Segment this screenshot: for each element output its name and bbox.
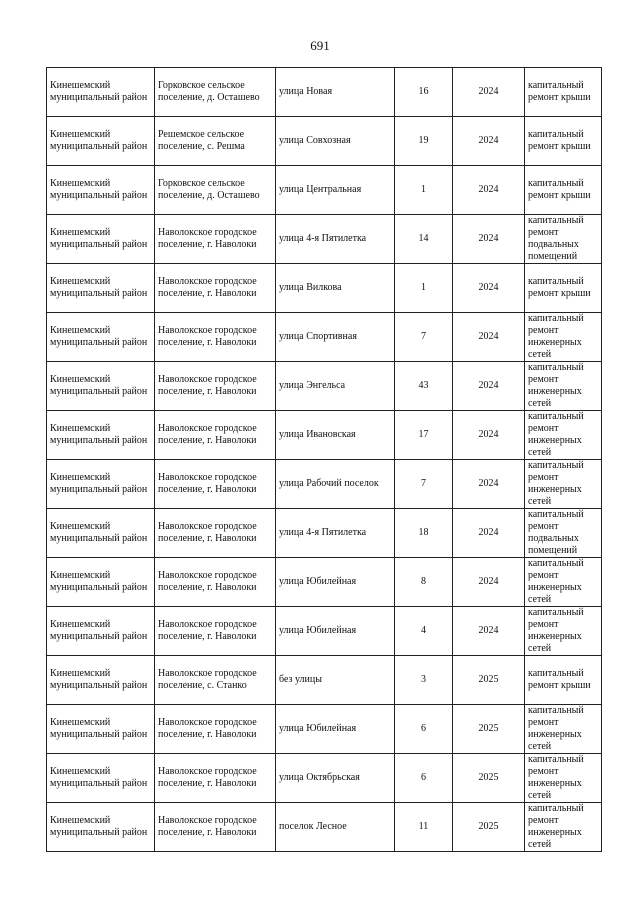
district-cell: Кинешемский муниципальный район — [47, 509, 155, 558]
work-type-cell: капитальный ремонт крыши — [525, 656, 602, 705]
page-number: 691 — [310, 38, 330, 53]
settlement-cell: Наволокское городское поселение, г. Наволоки — [155, 313, 276, 362]
work-type-cell: капитальный ремонт крыши — [525, 166, 602, 215]
settlement-cell: Горковское сельское поселение, д. Осташево — [155, 166, 276, 215]
street-cell: улица Энгельса — [276, 362, 395, 411]
house-number-cell: 19 — [395, 117, 453, 166]
year-cell: 2024 — [453, 215, 525, 264]
year-cell: 2025 — [453, 705, 525, 754]
table-row — [47, 362, 602, 411]
house-number-cell: 6 — [395, 754, 453, 803]
work-type-cell: капитальный ремонт крыши — [525, 264, 602, 313]
repair-schedule-table — [46, 67, 602, 852]
table-row — [47, 411, 602, 460]
table-row — [47, 68, 602, 117]
street-cell: улица Спортивная — [276, 313, 395, 362]
settlement-cell: Наволокское городское поселение, г. Наволоки — [155, 607, 276, 656]
street-cell: улица 4-я Пятилетка — [276, 215, 395, 264]
settlement-cell: Наволокское городское поселение, г. Наволоки — [155, 215, 276, 264]
work-type-cell: капитальный ремонт крыши — [525, 68, 602, 117]
work-type-cell: капитальный ремонт подвальных помещений — [525, 509, 602, 558]
street-cell: улица Вилкова — [276, 264, 395, 313]
street-cell: без улицы — [276, 656, 395, 705]
settlement-cell: Горковское сельское поселение, д. Осташево — [155, 68, 276, 117]
table-row — [47, 264, 602, 313]
district-cell: Кинешемский муниципальный район — [47, 754, 155, 803]
district-cell: Кинешемский муниципальный район — [47, 656, 155, 705]
district-cell: Кинешемский муниципальный район — [47, 558, 155, 607]
district-cell: Кинешемский муниципальный район — [47, 264, 155, 313]
year-cell: 2025 — [453, 803, 525, 852]
street-cell: улица 4-я Пятилетка — [276, 509, 395, 558]
work-type-cell: капитальный ремонт инженерных сетей — [525, 803, 602, 852]
work-type-cell: капитальный ремонт инженерных сетей — [525, 705, 602, 754]
year-cell: 2024 — [453, 607, 525, 656]
street-cell: улица Новая — [276, 68, 395, 117]
house-number-cell: 7 — [395, 460, 453, 509]
work-type-cell: капитальный ремонт инженерных сетей — [525, 460, 602, 509]
table-row — [47, 117, 602, 166]
street-cell: поселок Лесное — [276, 803, 395, 852]
district-cell: Кинешемский муниципальный район — [47, 313, 155, 362]
year-cell: 2024 — [453, 411, 525, 460]
table-row — [47, 460, 602, 509]
house-number-cell: 6 — [395, 705, 453, 754]
year-cell: 2024 — [453, 68, 525, 117]
table-row — [47, 607, 602, 656]
settlement-cell: Наволокское городское поселение, г. Наволоки — [155, 754, 276, 803]
year-cell: 2025 — [453, 656, 525, 705]
table-row — [47, 705, 602, 754]
settlement-cell: Наволокское городское поселение, с. Станко — [155, 656, 276, 705]
district-cell: Кинешемский муниципальный район — [47, 411, 155, 460]
table-row — [47, 803, 602, 852]
district-cell: Кинешемский муниципальный район — [47, 460, 155, 509]
table-row — [47, 656, 602, 705]
table-row — [47, 509, 602, 558]
year-cell: 2024 — [453, 558, 525, 607]
house-number-cell: 18 — [395, 509, 453, 558]
year-cell: 2025 — [453, 754, 525, 803]
work-type-cell: капитальный ремонт инженерных сетей — [525, 558, 602, 607]
year-cell: 2024 — [453, 313, 525, 362]
house-number-cell: 17 — [395, 411, 453, 460]
street-cell: улица Центральная — [276, 166, 395, 215]
settlement-cell: Наволокское городское поселение, г. Наволоки — [155, 460, 276, 509]
settlement-cell: Наволокское городское поселение, г. Наволоки — [155, 362, 276, 411]
settlement-cell: Наволокское городское поселение, г. Наволоки — [155, 558, 276, 607]
year-cell: 2024 — [453, 264, 525, 313]
district-cell: Кинешемский муниципальный район — [47, 607, 155, 656]
work-type-cell: капитальный ремонт инженерных сетей — [525, 313, 602, 362]
table-body — [47, 68, 602, 852]
table-row — [47, 215, 602, 264]
street-cell: улица Совхозная — [276, 117, 395, 166]
year-cell: 2024 — [453, 166, 525, 215]
year-cell: 2024 — [453, 509, 525, 558]
house-number-cell: 1 — [395, 264, 453, 313]
settlement-cell: Наволокское городское поселение, г. Наволоки — [155, 264, 276, 313]
year-cell: 2024 — [453, 362, 525, 411]
table-row — [47, 558, 602, 607]
table-row — [47, 313, 602, 362]
work-type-cell: капитальный ремонт инженерных сетей — [525, 411, 602, 460]
settlement-cell: Наволокское городское поселение, г. Наволоки — [155, 411, 276, 460]
street-cell: улица Юбилейная — [276, 558, 395, 607]
district-cell: Кинешемский муниципальный район — [47, 362, 155, 411]
street-cell: улица Юбилейная — [276, 705, 395, 754]
house-number-cell: 11 — [395, 803, 453, 852]
work-type-cell: капитальный ремонт подвальных помещений — [525, 215, 602, 264]
table-row — [47, 754, 602, 803]
street-cell: улица Рабочий поселок — [276, 460, 395, 509]
year-cell: 2024 — [453, 117, 525, 166]
work-type-cell: капитальный ремонт инженерных сетей — [525, 362, 602, 411]
district-cell: Кинешемский муниципальный район — [47, 215, 155, 264]
work-type-cell: капитальный ремонт инженерных сетей — [525, 607, 602, 656]
settlement-cell: Наволокское городское поселение, г. Наволоки — [155, 705, 276, 754]
house-number-cell: 43 — [395, 362, 453, 411]
settlement-cell: Наволокское городское поселение, г. Наволоки — [155, 803, 276, 852]
district-cell: Кинешемский муниципальный район — [47, 117, 155, 166]
district-cell: Кинешемский муниципальный район — [47, 803, 155, 852]
house-number-cell: 8 — [395, 558, 453, 607]
street-cell: улица Юбилейная — [276, 607, 395, 656]
house-number-cell: 4 — [395, 607, 453, 656]
street-cell: улица Ивановская — [276, 411, 395, 460]
table-row — [47, 166, 602, 215]
district-cell: Кинешемский муниципальный район — [47, 705, 155, 754]
district-cell: Кинешемский муниципальный район — [47, 166, 155, 215]
house-number-cell: 7 — [395, 313, 453, 362]
district-cell: Кинешемский муниципальный район — [47, 68, 155, 117]
work-type-cell: капитальный ремонт крыши — [525, 117, 602, 166]
house-number-cell: 3 — [395, 656, 453, 705]
street-cell: улица Октябрьская — [276, 754, 395, 803]
work-type-cell: капитальный ремонт инженерных сетей — [525, 754, 602, 803]
settlement-cell: Наволокское городское поселение, г. Наволоки — [155, 509, 276, 558]
settlement-cell: Решемское сельское поселение, с. Решма — [155, 117, 276, 166]
house-number-cell: 1 — [395, 166, 453, 215]
year-cell: 2024 — [453, 460, 525, 509]
house-number-cell: 14 — [395, 215, 453, 264]
house-number-cell: 16 — [395, 68, 453, 117]
